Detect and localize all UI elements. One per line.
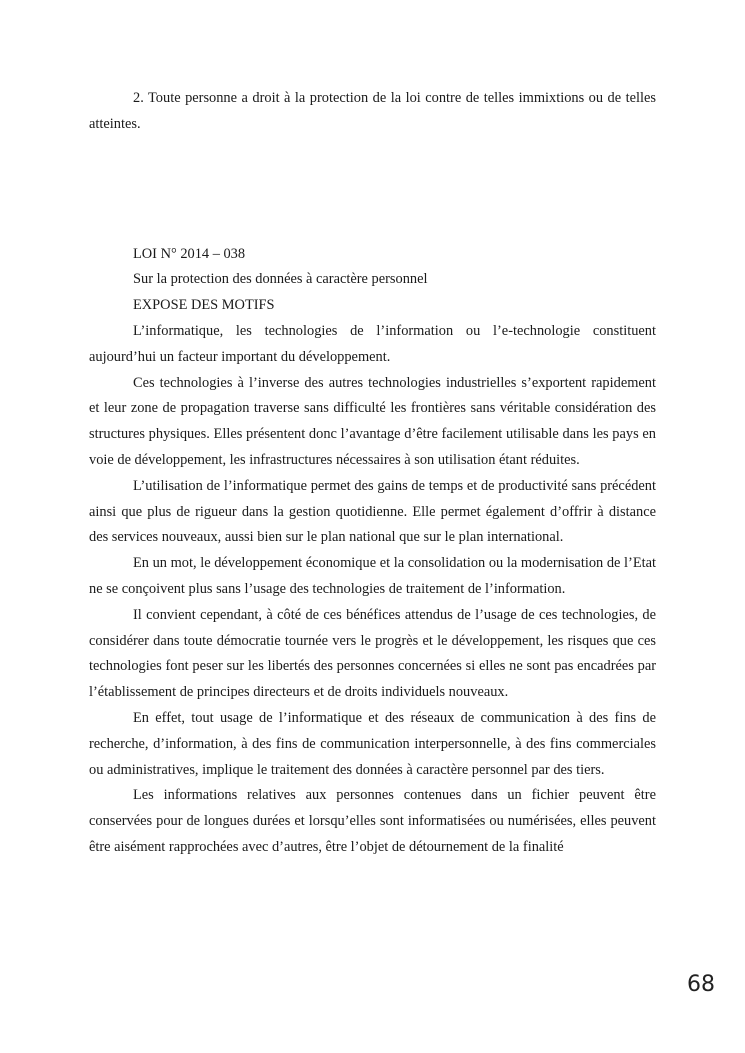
body-paragraph: L’informatique, les technologies de l’information ou l’e-technologie constituent aujourd’hui un facteur important du développement.	[89, 322, 656, 365]
body-paragraph: En effet, tout usage de l’informatique et des réseaux de communication à des fins de recherche, d’information, à des fins de communication interpersonnelle, à des fins commerciales ou administratives, implique le traitement des données à caractère personnel par des tiers.	[89, 709, 656, 778]
law-subject: Sur la protection des données à caractère personnel	[133, 271, 428, 288]
body-paragraph: En un mot, le développement économique et la consolidation ou la modernisation de l’Etat ne se conçoivent plus sans l’usage des technologies de traitement de l’information.	[89, 555, 656, 597]
body-paragraph: Les informations relatives aux personnes contenues dans un fichier peuvent être conservées pour de longues durées et lorsqu’elles sont informatisées ou numérisées, elles peuvent être aisément rapprochées avec d’autres, être l’objet de détournement de la finalité	[89, 787, 656, 855]
law-number: LOI N° 2014 – 038	[133, 245, 246, 262]
body-paragraph: Il convient cependant, à côté de ces bénéfices attendus de l’usage de ces technologies, de considérer dans toute démocratie tournée vers le progrès et le développement, les risques que ces technologies font peser sur les libertés des personnes concernées si elles ne sont pas encadrées par l’établissement de principes directeurs et de droits individuels nouveaux.	[89, 606, 656, 701]
section-spacer	[89, 138, 656, 242]
document-page	[89, 86, 656, 861]
body-paragraph: Ces technologies à l’inverse des autres technologies industrielles s’exportent rapidement et leur zone de propagation traverse sans difficulté les frontières sans véritable considération des structures physiques. Elles présentent donc l’avantage d’être facilement utilisable dans les pays en voie de développement, les infrastructures nécessaires à son utilisation étant réduites.	[89, 374, 656, 468]
intro-paragraph: 2. Toute personne a droit à la protection de la loi contre de telles immixtions ou de telles atteintes.	[89, 90, 656, 132]
body-paragraph: L’utilisation de l’informatique permet des gains de temps et de productivité sans précédent ainsi que plus de rigueur dans la gestion quotidienne. Elle permet également d’offrir à distance des services nouveaux, aussi bien sur le plan national que sur le plan international.	[89, 477, 656, 546]
page-number: 68	[687, 972, 715, 997]
section-title: EXPOSE DES MOTIFS	[133, 297, 275, 314]
